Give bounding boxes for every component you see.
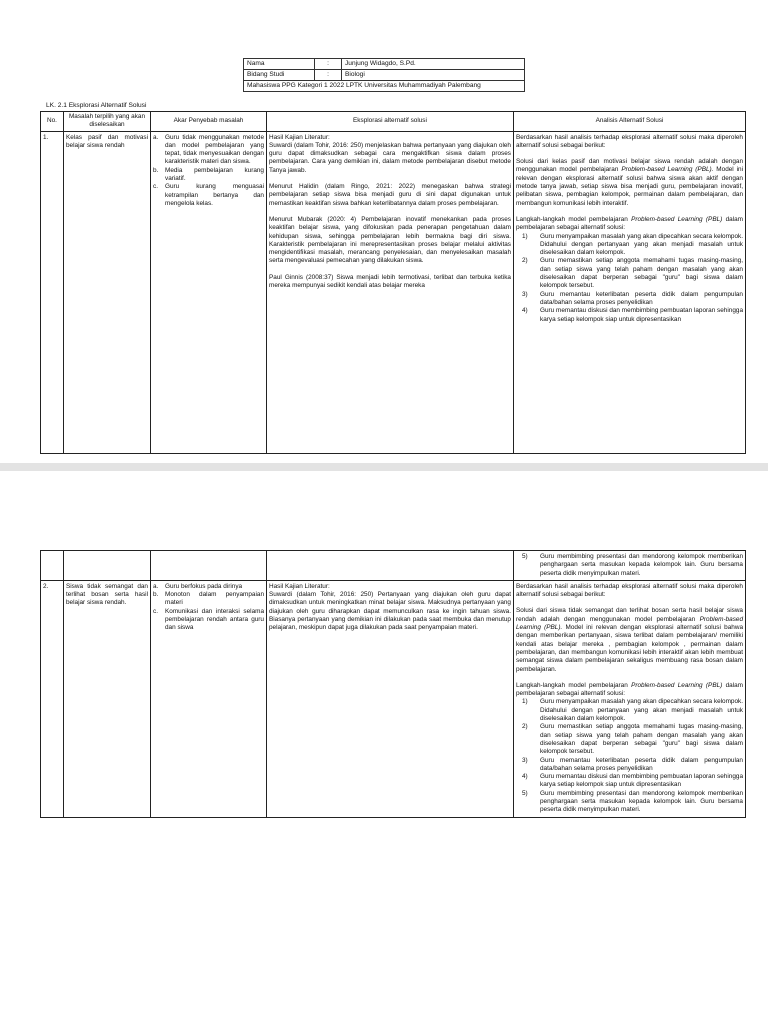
literature-paragraph: Menurut Mubarak (2020: 4) Pembelajaran inovatif menekankan pada proses keaktifan belajar siswa, yang difokuskan pada penerapan pengetahuan dalam kehidupan siswa, sehingga pembelajaran lebih bermakna bagi diri siswa. Karakteristik pembelajaran ini merepresentasikan proses belajar melalui aktivitas mengidentifikasi masalah, merancang penyelesaian, dan menyelesaikan masalah serta mengevaluasi pemecahan yang dilakukan siswa.	[269, 215, 511, 265]
step-item	[516, 757, 743, 774]
list-item	[153, 183, 264, 208]
col-header-analysis: Analisis Alternatif Solusi	[514, 112, 746, 132]
step-item	[516, 698, 743, 723]
list-item	[153, 167, 264, 184]
list-marker: c.	[153, 183, 158, 191]
solution-text: Solusi dari siswa tidak semangat dan terlihat bosan serta hasil belajar siswa rendah adalah dengan menggunakan model pembelajaran	[516, 607, 743, 623]
step-item	[516, 553, 743, 578]
step-text: Guru menyampaikan masalah yang akan dipecahkan secara kelompok. Didahului dengan pertanyaan yang akan menjadi masalah untuk diselesaikan dalam kelompok.	[540, 232, 743, 257]
step-number: 4)	[522, 773, 528, 781]
literature-text: Suwardi (dalam Tohir, 2016: 250) menjelaskan bahwa pertanyaan yang diajukan oleh guru dapat dimaksudkan sebagai cara mengaktifkan siswa dalam proses pembelajaran. Cara yang demikian ini, dalam metode pembelajaran disebut metode Tanya jawab.	[269, 141, 511, 174]
model-name: Problem-based Learning (PBL).	[516, 615, 743, 632]
identity-row-field	[244, 70, 525, 81]
step-number: 1)	[522, 232, 528, 240]
empty-cell	[151, 551, 267, 581]
literature-heading: Hasil Kajian Literatur:	[269, 133, 330, 141]
step-item	[516, 307, 743, 324]
identity-separator: :	[315, 59, 342, 70]
step-item	[516, 291, 743, 308]
analysis-cell	[514, 580, 746, 817]
exploration-table-continued	[40, 550, 746, 818]
list-item	[153, 608, 264, 633]
empty-cell	[41, 551, 64, 581]
literature-paragraph	[269, 583, 511, 633]
table-row	[41, 580, 746, 817]
literature-paragraph	[269, 134, 511, 175]
analysis-solution	[516, 607, 743, 673]
document-page-1	[0, 0, 768, 463]
analysis-cell	[514, 551, 746, 581]
step-text: Guru memantau keterlibatan peserta didik dalam pengumpulan data/bahan selama proses penyelidikan	[540, 290, 743, 306]
step-number: 4)	[522, 307, 528, 315]
analysis-intro: Berdasarkan hasil analisis terhadap eksplorasi alternatif solusi maka diperoleh alternatif solusi sebagai berikut:	[516, 582, 743, 599]
table-header-row	[41, 112, 746, 132]
list-item	[153, 134, 264, 167]
identity-row-program	[244, 81, 525, 92]
list-text: Media pembelajaran kurang variatif.	[165, 166, 264, 183]
list-text: Monoton dalam penyampaian materi	[165, 591, 264, 607]
step-text: Guru memastikan setiap anggota memahami tugas masing-masing, dan setiap siswa yang telah paham dengan masalah yang akan diselesaikan dapat berperan sebagai "guru" bagi siswa dalam kelompok tersebut.	[540, 257, 743, 290]
list-marker: b.	[153, 166, 159, 174]
analysis-solution	[516, 158, 743, 208]
identity-label: Bidang Studi	[244, 70, 315, 81]
step-item	[516, 773, 743, 790]
list-marker: c.	[153, 607, 158, 615]
step-text: Guru memastikan setiap anggota memahami tugas masing-masing, dan setiap siswa yang telah paham dengan masalah yang akan diselesaikan dapat berperan sebagai "guru" bagi siswa dalam kelompok tersebut.	[540, 723, 743, 756]
step-number: 3)	[522, 756, 528, 764]
step-text: Guru membimbing presentasi dan mendorong kelompok memberikan penghargaan serta masukan kepada kelompok lain. Guru bersama peserta didik menyimpulkan materi.	[540, 789, 743, 814]
problem-cell: Kelas pasif dan motivasi belajar siswa rendah	[64, 131, 151, 453]
step-item	[516, 233, 743, 258]
list-text: Komunikasi dan interaksi selama pembelajaran rendah antara guru dan siswa	[165, 607, 264, 632]
exploration-cell	[267, 580, 514, 817]
steps-intro-text: Langkah-langkah model pembelajaran	[516, 215, 632, 223]
col-header-problem: Masalah terpilih yang akan diselesaikan	[64, 112, 151, 132]
identity-separator: :	[315, 70, 342, 81]
steps-list	[516, 698, 743, 814]
identity-label: Nama	[244, 59, 315, 70]
step-item	[516, 257, 743, 290]
model-name: Problem-based Learning (PBL)	[631, 681, 723, 689]
col-header-no: No.	[41, 112, 64, 132]
solution-text: Solusi dari kelas pasif dan motivasi belajar siswa rendah adalah dengan menggunakan model pembelajaran	[516, 158, 743, 174]
table-row	[41, 551, 746, 581]
table-row	[41, 131, 746, 453]
exploration-table	[40, 111, 746, 454]
step-number: 2)	[522, 723, 528, 731]
identity-value: Biologi	[342, 70, 525, 81]
step-text: Guru memantau diskusi dan membimbing pembuatan laporan sehingga karya setiap kelompok siap untuk dipresentasikan	[540, 307, 743, 323]
literature-text: Suwardi (dalam Tohir, 2016: 250) Pertanyaan yang diajukan oleh guru dapat dimaksudkan untuk meningkatkan minat belajar siswa. Maksudnya pertanyaan yang diajukan oleh guru diharapkan dapat memunculkan rasa ke ingin tahuan siswa. Biasanya pertanyaan yang demikian ini dilakukan pada saat membuka dan menutup pelajaran, meskipun dapat juga dilakukan pada saat penyampaian materi.	[269, 591, 511, 632]
steps-list	[516, 233, 743, 324]
col-header-exploration: Eksplorasi alternatif solusi	[267, 112, 514, 132]
steps-intro-cont: dalam pembelajaran sebagai alternatif solusi:	[516, 681, 743, 698]
table-caption: LK. 2.1 Eksplorasi Alternatif Solusi	[46, 102, 147, 109]
steps-intro	[516, 216, 743, 233]
step-text: Guru menyampaikan masalah yang akan dipecahkan secara kelompok. Didahului dengan pertanyaan yang akan menjadi masalah untuk diselesaikan dalam kelompok.	[540, 698, 743, 723]
step-text: Guru memantau keterlibatan peserta didik dalam pengumpulan data/bahan selama proses penyelidikan	[540, 756, 743, 772]
list-text: Guru berfokus pada dirinya	[165, 582, 243, 590]
identity-program: Mahasiswa PPG Kategori 1 2022 LPTK Universitas Muhammadiyah Palembang	[244, 81, 525, 92]
model-name: Problem-based Learning (PBL)	[631, 215, 723, 223]
root-cause-list	[153, 583, 264, 633]
list-item	[153, 583, 264, 591]
list-text: Guru kurang menguasai ketrampilan bertanya dan mengelola kelas.	[165, 183, 264, 207]
list-item	[153, 591, 264, 608]
identity-table	[243, 58, 525, 92]
step-item	[516, 723, 743, 756]
step-number: 5)	[522, 789, 528, 797]
identity-row-name	[244, 59, 525, 70]
problem-cell: Siswa tidak semangat dan terlihat bosan serta hasil belajar siswa rendah.	[64, 580, 151, 817]
row-number: 1.	[41, 131, 64, 453]
step-number: 2)	[522, 257, 528, 265]
solution-text-cont: Model ini relevan dengan eksplorasi alternatif solusi bahwa dengan memberikan pertanyaan, siswa terlibat dalam pembelajaran/ memiliki kendali atas belajar mereka , pembagian kelompok , permainan dalam pembelajaran, dan membangun komunikasi lebih interaktif akan lebih membuat semangat siswa dalam pembelajaran sekaligus membuang rasa bosan dalam pembelajaran.	[516, 624, 743, 673]
empty-cell	[64, 551, 151, 581]
analysis-intro: Berdasarkan hasil analisis terhadap eksplorasi alternatif solusi maka diperoleh alternatif solusi sebagai berikut:	[516, 133, 743, 149]
step-number: 1)	[522, 698, 528, 706]
col-header-root-cause: Akar Penyebab masalah	[151, 112, 267, 132]
list-marker: a.	[153, 582, 159, 590]
steps-intro-text: Langkah-langkah model pembelajaran	[516, 681, 632, 689]
literature-paragraph: Menurut Halidin (dalam Ringo, 2021: 2022) menegaskan bahwa strategi pembelajaran setiap siswa bisa menjadi guru di sini dapat digunakan untuk memastikan keaktifan siswa bahkan keterlibatannya dalam proses pembelajaran.	[269, 183, 511, 207]
root-cause-cell	[151, 131, 267, 453]
step-item	[516, 790, 743, 815]
root-cause-list	[153, 134, 264, 209]
list-marker: b.	[153, 591, 159, 599]
analysis-cell	[514, 131, 746, 453]
list-text: Guru tidak menggunakan metode dan model pembelajaran yang tepat, tidak menyesuaikan dengan karakteristik materi dan siswa.	[165, 133, 264, 166]
root-cause-cell	[151, 580, 267, 817]
steps-list	[516, 553, 743, 578]
steps-intro	[516, 682, 743, 699]
step-text: Guru memantau diskusi dan membimbing pembuatan laporan sehingga karya setiap kelompok siap untuk dipresentasikan	[540, 773, 743, 789]
exploration-cell	[267, 131, 514, 453]
literature-paragraph: Paul Ginnis (2008:37) Siswa menjadi lebih termotivasi, terlibat dan terbuka ketika mereka mempunyai sedikit kendali atas belajar mereka	[269, 273, 511, 290]
empty-cell	[267, 551, 514, 581]
steps-intro-cont: dalam pembelajaran sebagai alternatif solusi:	[516, 215, 743, 232]
literature-heading: Hasil Kajian Literatur:	[269, 582, 330, 590]
model-name: Problem-based Learning (PBL).	[621, 166, 714, 174]
row-number: 2.	[41, 580, 64, 817]
step-number: 3)	[522, 290, 528, 298]
solution-text-cont: Model ini relevan dengan eksplorasi alternatif solusi bahwa siswa akan aktif dengan metode tanya jawab, setiap siswa bisa menjadi guru, pembelajaran inovatif, pelibatan siswa, pembagian kelompok, permainan dalam pembelajaran, dan membangun komunikasi lebih interaktif.	[516, 166, 744, 207]
step-number: 5)	[522, 553, 528, 560]
identity-value: Junjung Widagdo, S.Pd.	[342, 59, 525, 70]
step-text: Guru membimbing presentasi dan mendorong kelompok memberikan penghargaan serta masukan kepada kelompok lain. Guru bersama peserta didik menyimpulkan materi.	[540, 553, 743, 577]
list-marker: a.	[153, 133, 159, 141]
